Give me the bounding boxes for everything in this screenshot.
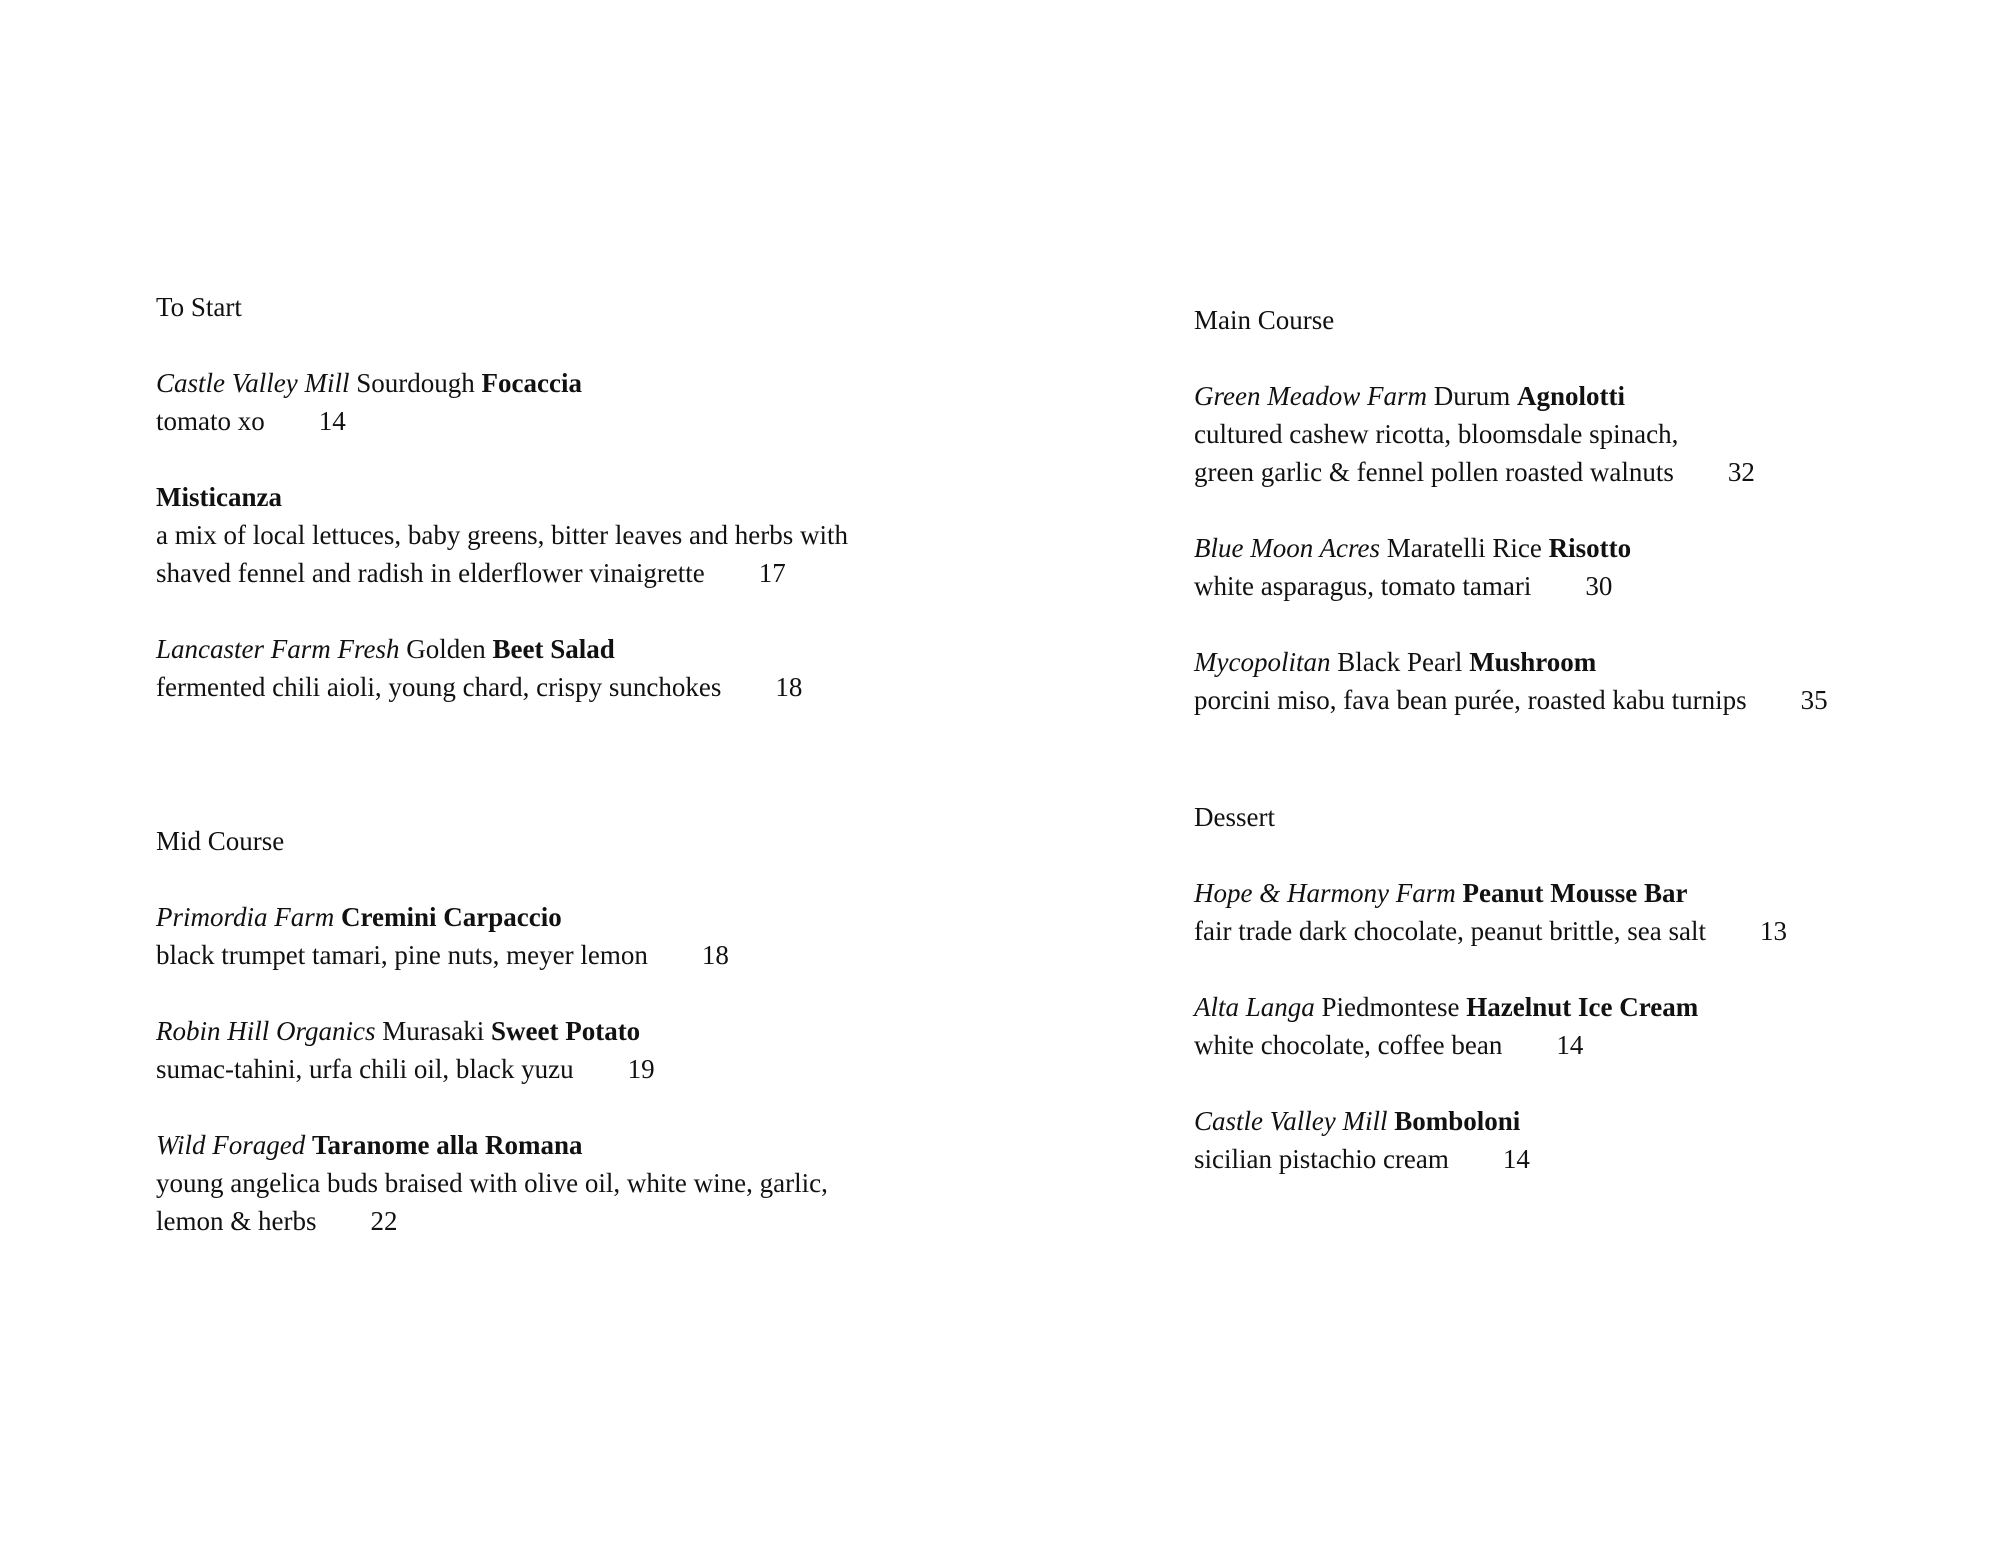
variety-name: Sourdough (356, 368, 475, 398)
dish-description: white chocolate, coffee bean 14 (1194, 1030, 1584, 1060)
section-mid-course (156, 822, 1056, 1278)
farm-name: Primordia Farm (156, 902, 335, 932)
farm-name: Robin Hill Organics (156, 1016, 376, 1046)
farm-name: Wild Foraged (156, 1130, 306, 1160)
variety-name: Murasaki (382, 1016, 485, 1046)
farm-name: Green Meadow Farm (1194, 381, 1427, 411)
menu-item (156, 1012, 1056, 1088)
farm-name: Alta Langa (1194, 992, 1315, 1022)
menu-item (1194, 377, 2000, 491)
farm-name: Lancaster Farm Fresh (156, 634, 400, 664)
section-main-course (1194, 301, 2000, 757)
menu-item (156, 364, 1056, 440)
dish-description: white asparagus, tomato tamari 30 (1194, 571, 1613, 601)
dish-name: Beet Salad (492, 634, 615, 664)
dish-description: shaved fennel and radish in elderflower vinaigrette 17 (156, 558, 786, 588)
section-title: Mid Course (156, 826, 285, 856)
menu-item (156, 478, 1056, 592)
menu-item-title (156, 1012, 1056, 1050)
dish-name: Sweet Potato (490, 1016, 641, 1046)
price: 30 (1585, 571, 1613, 601)
section-dessert (1194, 798, 2000, 1216)
dish-name: Focaccia (481, 368, 582, 398)
dish-description: black trumpet tamari, pine nuts, meyer lemon 18 (156, 940, 729, 970)
menu-item (1194, 1102, 2000, 1178)
dish-description: tomato xo 14 (156, 406, 346, 436)
section-to-start (156, 288, 1056, 744)
menu-item-title (1194, 529, 2000, 567)
farm-name: Mycopolitan (1194, 647, 1331, 677)
section-title: To Start (156, 292, 242, 322)
farm-name: Hope & Harmony Farm (1194, 878, 1456, 908)
variety-name: Black Pearl (1337, 647, 1463, 677)
menu-item-title (1194, 988, 2000, 1026)
price: 14 (1502, 1144, 1530, 1174)
price: 13 (1760, 916, 1788, 946)
price: 17 (758, 558, 786, 588)
dish-name: Risotto (1548, 533, 1632, 563)
price: 19 (627, 1054, 655, 1084)
dish-description: green garlic & fennel pollen roasted walnuts 32 (1194, 457, 1755, 487)
price: 14 (318, 406, 346, 436)
dish-name: Hazelnut Ice Cream (1466, 992, 1699, 1022)
menu-item-title (156, 478, 1056, 516)
variety-name: Durum (1433, 381, 1511, 411)
dish-name: Bomboloni (1394, 1106, 1521, 1136)
menu-item (1194, 643, 2000, 719)
variety-name: Maratelli Rice (1386, 533, 1542, 563)
menu-item-title (156, 898, 1056, 936)
menu-item-title (1194, 377, 2000, 415)
dish-description: sumac-tahini, urfa chili oil, black yuzu 19 (156, 1054, 655, 1084)
price: 14 (1556, 1030, 1584, 1060)
menu-item-title (156, 1126, 1056, 1164)
price: 35 (1800, 685, 1828, 715)
price: 18 (775, 672, 803, 702)
menu-item (156, 898, 1056, 974)
dish-description: cultured cashew ricotta, bloomsdale spinach, (1194, 419, 1679, 449)
dish-description: fermented chili aioli, young chard, crispy sunchokes 18 (156, 672, 803, 702)
menu-item (156, 1126, 1056, 1240)
farm-name: Castle Valley Mill (156, 368, 350, 398)
price: 32 (1727, 457, 1755, 487)
price: 18 (701, 940, 729, 970)
variety-name: Piedmontese (1321, 992, 1460, 1022)
menu-item (1194, 529, 2000, 605)
menu-item-title (156, 630, 1056, 668)
dish-name: Misticanza (156, 482, 282, 512)
farm-name: Castle Valley Mill (1194, 1106, 1388, 1136)
menu-item-title (1194, 643, 2000, 681)
menu-item (156, 630, 1056, 706)
dish-description: a mix of local lettuces, baby greens, bitter leaves and herbs with (156, 520, 849, 550)
menu-item-title (156, 364, 1056, 402)
dish-name: Cremini Carpaccio (341, 902, 562, 932)
dish-name: Peanut Mousse Bar (1462, 878, 1688, 908)
farm-name: Blue Moon Acres (1194, 533, 1380, 563)
dish-description: lemon & herbs 22 (156, 1206, 398, 1236)
menu-item (1194, 988, 2000, 1064)
price: 22 (370, 1206, 398, 1236)
variety-name: Golden (406, 634, 486, 664)
dish-description: young angelica buds braised with olive oil, white wine, garlic, (156, 1168, 828, 1198)
section-title: Main Course (1194, 305, 1335, 335)
dish-name: Taranome alla Romana (312, 1130, 583, 1160)
menu-item-title (1194, 874, 2000, 912)
dish-name: Mushroom (1469, 647, 1597, 677)
dish-name: Agnolotti (1516, 381, 1625, 411)
section-title: Dessert (1194, 802, 1275, 832)
dish-description: porcini miso, fava bean purée, roasted kabu turnips 35 (1194, 685, 1828, 715)
menu-item (1194, 874, 2000, 950)
dish-description: fair trade dark chocolate, peanut brittle, sea salt 13 (1194, 916, 1788, 946)
dish-description: sicilian pistachio cream 14 (1194, 1144, 1530, 1174)
menu-item-title (1194, 1102, 2000, 1140)
